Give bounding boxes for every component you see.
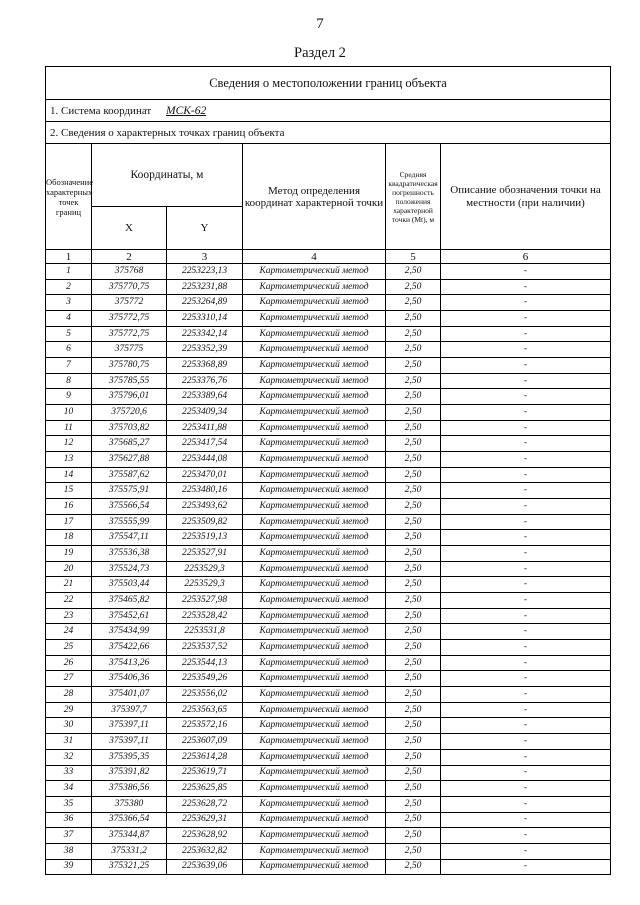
description-cell: - [441,687,611,703]
accuracy-cell: 2,50 [386,561,441,577]
coordinate-system-row [46,100,611,122]
point-number-cell: 11 [46,420,92,436]
point-number-cell: 22 [46,593,92,609]
description-cell: - [441,593,611,609]
accuracy-cell: 2,50 [386,467,441,483]
method-cell: Картометрический метод [243,373,386,389]
y-coordinate-cell: 2253376,76 [167,373,243,389]
page-number: 7 [316,16,324,32]
y-coordinate-cell: 2253563,65 [167,702,243,718]
y-coordinate-cell: 2253480,16 [167,483,243,499]
y-coordinate-cell: 2253493,62 [167,499,243,515]
method-cell: Картометрический метод [243,514,386,530]
accuracy-cell: 2,50 [386,420,441,436]
point-number-cell: 1 [46,264,92,280]
method-cell: Картометрический метод [243,326,386,342]
accuracy-cell: 2,50 [386,311,441,327]
description-cell: - [441,358,611,374]
point-number-cell: 5 [46,326,92,342]
y-coordinate-cell: 2253444,08 [167,452,243,468]
x-coordinate-cell: 375366,54 [92,812,167,828]
header-description: Описание обозначения точки на местности (при наличии) [441,144,611,250]
table-row [46,749,611,765]
x-coordinate-cell: 375772 [92,295,167,311]
point-number-cell: 38 [46,843,92,859]
x-coordinate-cell: 375780,75 [92,358,167,374]
y-coordinate-cell: 2253342,14 [167,326,243,342]
y-coordinate-cell: 2253352,39 [167,342,243,358]
method-cell: Картометрический метод [243,796,386,812]
accuracy-cell: 2,50 [386,749,441,765]
y-coordinate-cell: 2253639,06 [167,859,243,875]
accuracy-cell: 2,50 [386,859,441,875]
x-coordinate-cell: 375397,7 [92,702,167,718]
method-cell: Картометрический метод [243,702,386,718]
method-cell: Картометрический метод [243,828,386,844]
description-cell: - [441,655,611,671]
y-coordinate-cell: 2253389,64 [167,389,243,405]
method-cell: Картометрический метод [243,467,386,483]
section-title: Раздел 2 [294,45,346,61]
point-number-cell: 10 [46,405,92,421]
method-cell: Картометрический метод [243,311,386,327]
accuracy-cell: 2,50 [386,577,441,593]
x-coordinate-cell: 375772,75 [92,326,167,342]
table-row [46,467,611,483]
table-row [46,483,611,499]
point-number-cell: 4 [46,311,92,327]
table-row [46,405,611,421]
accuracy-cell: 2,50 [386,593,441,609]
y-coordinate-cell: 2253625,85 [167,781,243,797]
x-coordinate-cell: 375434,99 [92,624,167,640]
y-coordinate-cell: 2253310,14 [167,311,243,327]
accuracy-cell: 2,50 [386,499,441,515]
y-coordinate-cell: 2253519,13 [167,530,243,546]
x-coordinate-cell: 375401,07 [92,687,167,703]
point-number-cell: 14 [46,467,92,483]
x-coordinate-cell: 375391,82 [92,765,167,781]
x-coordinate-cell: 375524,73 [92,561,167,577]
point-number-cell: 31 [46,734,92,750]
description-cell: - [441,436,611,452]
description-cell: - [441,546,611,562]
table-row [46,812,611,828]
method-cell: Картометрический метод [243,749,386,765]
y-coordinate-cell: 2253527,91 [167,546,243,562]
x-coordinate-cell: 375587,62 [92,467,167,483]
x-coordinate-cell: 375465,82 [92,593,167,609]
description-cell: - [441,859,611,875]
y-coordinate-cell: 2253531,8 [167,624,243,640]
point-number-cell: 27 [46,671,92,687]
point-number-cell: 26 [46,655,92,671]
x-coordinate-cell: 375575,91 [92,483,167,499]
y-coordinate-cell: 2253223,13 [167,264,243,280]
description-cell: - [441,624,611,640]
table-title: Сведения о местоположении границ объекта [46,67,611,100]
method-cell: Картометрический метод [243,499,386,515]
accuracy-cell: 2,50 [386,279,441,295]
x-coordinate-cell: 375685,27 [92,436,167,452]
method-cell: Картометрический метод [243,734,386,750]
accuracy-cell: 2,50 [386,326,441,342]
method-cell: Картометрический метод [243,452,386,468]
method-cell: Картометрический метод [243,546,386,562]
description-cell: - [441,640,611,656]
point-number-cell: 6 [46,342,92,358]
description-cell: - [441,781,611,797]
x-coordinate-cell: 375768 [92,264,167,280]
description-cell: - [441,389,611,405]
accuracy-cell: 2,50 [386,530,441,546]
table-row [46,859,611,875]
x-coordinate-cell: 375770,75 [92,279,167,295]
y-coordinate-cell: 2253231,88 [167,279,243,295]
table-row [46,577,611,593]
point-number-cell: 34 [46,781,92,797]
column-number-row [46,250,611,264]
method-cell: Картометрический метод [243,859,386,875]
x-coordinate-cell: 375321,25 [92,859,167,875]
column-number: 3 [167,250,243,264]
y-coordinate-cell: 2253614,28 [167,749,243,765]
description-cell: - [441,467,611,483]
x-coordinate-cell: 375785,55 [92,373,167,389]
description-cell: - [441,326,611,342]
x-coordinate-cell: 375452,61 [92,608,167,624]
x-coordinate-cell: 375406,36 [92,671,167,687]
table-row [46,702,611,718]
accuracy-cell: 2,50 [386,342,441,358]
y-coordinate-cell: 2253529,3 [167,577,243,593]
accuracy-cell: 2,50 [386,436,441,452]
description-cell: - [441,734,611,750]
table-row [46,796,611,812]
method-cell: Картометрический метод [243,843,386,859]
y-coordinate-cell: 2253368,89 [167,358,243,374]
accuracy-cell: 2,50 [386,640,441,656]
point-number-cell: 20 [46,561,92,577]
column-number: 6 [441,250,611,264]
table-row [46,671,611,687]
method-cell: Картометрический метод [243,608,386,624]
table-row [46,781,611,797]
table-row [46,593,611,609]
description-cell: - [441,577,611,593]
table-row [46,530,611,546]
point-number-cell: 25 [46,640,92,656]
point-number-cell: 23 [46,608,92,624]
method-cell: Картометрический метод [243,264,386,280]
table-row [46,655,611,671]
description-cell: - [441,718,611,734]
point-number-cell: 24 [46,624,92,640]
x-coordinate-cell: 375395,35 [92,749,167,765]
accuracy-cell: 2,50 [386,405,441,421]
accuracy-cell: 2,50 [386,843,441,859]
accuracy-cell: 2,50 [386,295,441,311]
point-number-cell: 13 [46,452,92,468]
point-number-cell: 36 [46,812,92,828]
y-coordinate-cell: 2253572,16 [167,718,243,734]
method-cell: Картометрический метод [243,279,386,295]
y-coordinate-cell: 2253619,71 [167,765,243,781]
point-number-cell: 12 [46,436,92,452]
point-number-cell: 7 [46,358,92,374]
table-row [46,499,611,515]
description-cell: - [441,561,611,577]
description-cell: - [441,749,611,765]
point-number-cell: 17 [46,514,92,530]
table-row [46,420,611,436]
coordinate-system-value: МСК-62 [165,104,207,117]
table-row [46,342,611,358]
point-number-cell: 3 [46,295,92,311]
x-coordinate-cell: 375703,82 [92,420,167,436]
table-row [46,765,611,781]
description-cell: - [441,499,611,515]
method-cell: Картометрический метод [243,436,386,452]
header-coordinates: Координаты, м [92,144,243,207]
description-cell: - [441,843,611,859]
y-coordinate-cell: 2253411,88 [167,420,243,436]
accuracy-cell: 2,50 [386,734,441,750]
accuracy-cell: 2,50 [386,358,441,374]
accuracy-cell: 2,50 [386,373,441,389]
column-number: 1 [46,250,92,264]
point-number-cell: 21 [46,577,92,593]
point-number-cell: 19 [46,546,92,562]
accuracy-cell: 2,50 [386,765,441,781]
table-row [46,734,611,750]
y-coordinate-cell: 2253417,54 [167,436,243,452]
method-cell: Картометрический метод [243,561,386,577]
method-cell: Картометрический метод [243,812,386,828]
description-cell: - [441,796,611,812]
y-coordinate-cell: 2253629,31 [167,812,243,828]
x-coordinate-cell: 375772,75 [92,311,167,327]
method-cell: Картометрический метод [243,671,386,687]
accuracy-cell: 2,50 [386,452,441,468]
table-row [46,546,611,562]
table-row [46,828,611,844]
method-cell: Картометрический метод [243,624,386,640]
table-row [46,373,611,389]
description-cell: - [441,452,611,468]
method-cell: Картометрический метод [243,577,386,593]
x-coordinate-cell: 375627,88 [92,452,167,468]
description-cell: - [441,264,611,280]
accuracy-cell: 2,50 [386,687,441,703]
table-row [46,295,611,311]
point-number-cell: 33 [46,765,92,781]
y-coordinate-cell: 2253509,82 [167,514,243,530]
point-number-cell: 37 [46,828,92,844]
point-number-cell: 32 [46,749,92,765]
table-row [46,687,611,703]
y-coordinate-cell: 2253607,09 [167,734,243,750]
method-cell: Картометрический метод [243,295,386,311]
accuracy-cell: 2,50 [386,828,441,844]
table-row [46,436,611,452]
y-coordinate-cell: 2253528,42 [167,608,243,624]
method-cell: Картометрический метод [243,718,386,734]
y-coordinate-cell: 2253556,02 [167,687,243,703]
accuracy-cell: 2,50 [386,514,441,530]
column-number: 4 [243,250,386,264]
y-coordinate-cell: 2253544,13 [167,655,243,671]
method-cell: Картометрический метод [243,765,386,781]
description-cell: - [441,405,611,421]
column-number: 2 [92,250,167,264]
accuracy-cell: 2,50 [386,546,441,562]
y-coordinate-cell: 2253470,01 [167,467,243,483]
y-coordinate-cell: 2253549,26 [167,671,243,687]
method-cell: Картометрический метод [243,358,386,374]
table-row [46,326,611,342]
accuracy-cell: 2,50 [386,389,441,405]
method-cell: Картометрический метод [243,687,386,703]
method-cell: Картометрический метод [243,655,386,671]
table-row [46,452,611,468]
point-number-cell: 39 [46,859,92,875]
y-coordinate-cell: 2253264,89 [167,295,243,311]
accuracy-cell: 2,50 [386,671,441,687]
table-row [46,279,611,295]
method-cell: Картометрический метод [243,483,386,499]
method-cell: Картометрический метод [243,342,386,358]
table-row [46,358,611,374]
column-number: 5 [386,250,441,264]
description-cell: - [441,514,611,530]
coordinate-system-label: 1. Система координат [50,104,152,117]
accuracy-cell: 2,50 [386,608,441,624]
table-row [46,264,611,280]
x-coordinate-cell: 375386,56 [92,781,167,797]
accuracy-cell: 2,50 [386,483,441,499]
description-cell: - [441,530,611,546]
y-coordinate-cell: 2253409,34 [167,405,243,421]
table-row [46,389,611,405]
x-coordinate-cell: 375380 [92,796,167,812]
description-cell: - [441,765,611,781]
description-cell: - [441,295,611,311]
header-method: Метод определения координат характерной точки [243,144,386,250]
accuracy-cell: 2,50 [386,812,441,828]
y-coordinate-cell: 2253527,98 [167,593,243,609]
x-coordinate-cell: 375720,6 [92,405,167,421]
x-coordinate-cell: 375397,11 [92,734,167,750]
method-cell: Картометрический метод [243,593,386,609]
point-number-cell: 2 [46,279,92,295]
description-cell: - [441,671,611,687]
x-coordinate-cell: 375547,11 [92,530,167,546]
table-row [46,311,611,327]
description-cell: - [441,420,611,436]
point-number-cell: 15 [46,483,92,499]
y-coordinate-cell: 2253628,92 [167,828,243,844]
description-cell: - [441,608,611,624]
description-cell: - [441,279,611,295]
y-coordinate-cell: 2253632,82 [167,843,243,859]
method-cell: Картометрический метод [243,420,386,436]
accuracy-cell: 2,50 [386,796,441,812]
description-cell: - [441,373,611,389]
description-cell: - [441,311,611,327]
table-row [46,624,611,640]
x-coordinate-cell: 375536,38 [92,546,167,562]
points-section-label: 2. Сведения о характерных точках границ объекта [46,122,611,144]
header-accuracy: Средняя квадратическая погрешность положения характерной точки (Mt), м [386,144,441,250]
method-cell: Картометрический метод [243,389,386,405]
boundary-points-table [45,66,611,875]
accuracy-cell: 2,50 [386,702,441,718]
x-coordinate-cell: 375555,99 [92,514,167,530]
description-cell: - [441,483,611,499]
x-coordinate-cell: 375331,2 [92,843,167,859]
header-x: X [92,207,167,250]
table-row [46,718,611,734]
y-coordinate-cell: 2253628,72 [167,796,243,812]
x-coordinate-cell: 375413,26 [92,655,167,671]
method-cell: Картометрический метод [243,640,386,656]
point-number-cell: 29 [46,702,92,718]
point-number-cell: 18 [46,530,92,546]
accuracy-cell: 2,50 [386,781,441,797]
x-coordinate-cell: 375344,87 [92,828,167,844]
point-number-cell: 30 [46,718,92,734]
header-y: Y [167,207,243,250]
table-row [46,561,611,577]
table-row [46,608,611,624]
header-point-designation: Обозначение характерных точек границ [46,144,92,250]
table-row [46,514,611,530]
description-cell: - [441,812,611,828]
description-cell: - [441,828,611,844]
x-coordinate-cell: 375503,44 [92,577,167,593]
point-number-cell: 8 [46,373,92,389]
point-number-cell: 9 [46,389,92,405]
y-coordinate-cell: 2253537,52 [167,640,243,656]
method-cell: Картометрический метод [243,530,386,546]
x-coordinate-cell: 375422,66 [92,640,167,656]
table-row [46,843,611,859]
x-coordinate-cell: 375775 [92,342,167,358]
point-number-cell: 16 [46,499,92,515]
accuracy-cell: 2,50 [386,624,441,640]
method-cell: Картометрический метод [243,781,386,797]
x-coordinate-cell: 375796,01 [92,389,167,405]
description-cell: - [441,702,611,718]
accuracy-cell: 2,50 [386,264,441,280]
table-row [46,640,611,656]
point-number-cell: 28 [46,687,92,703]
y-coordinate-cell: 2253529,3 [167,561,243,577]
accuracy-cell: 2,50 [386,718,441,734]
x-coordinate-cell: 375566,54 [92,499,167,515]
point-number-cell: 35 [46,796,92,812]
x-coordinate-cell: 375397,11 [92,718,167,734]
accuracy-cell: 2,50 [386,655,441,671]
description-cell: - [441,342,611,358]
method-cell: Картометрический метод [243,405,386,421]
